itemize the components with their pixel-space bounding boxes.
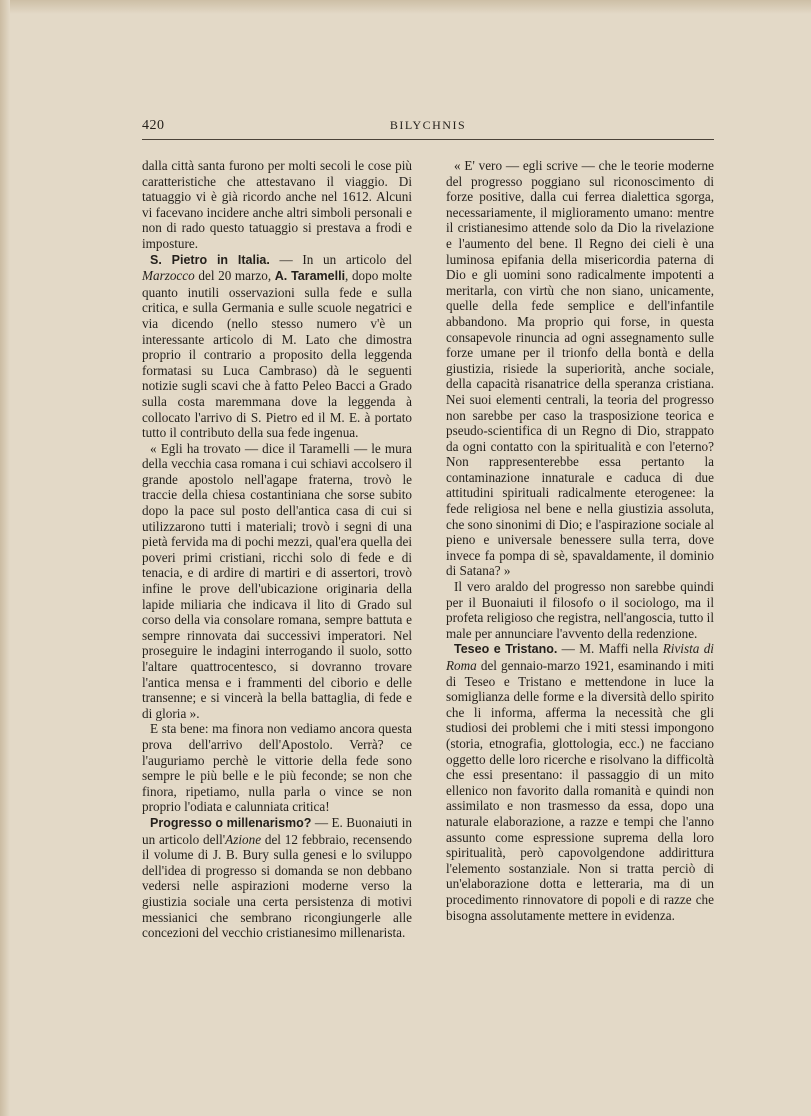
s-pietro-quote: « Egli ha trovato — dice il Taramelli — le mura della vecchia casa romana i cui schiavi accolsero il grande apostolo nell'agape fraterna, trovò le traccie della chiesa costantiniana che sorse subito dopo la pace sul posto dell'antica casa di cui si utilizzarono tutti i materiali; trovò i segni di una pietà fervida ma di pochi mezzi, qual'era quella dei poveri primi cristiani, ricchi solo di fede e di tenacia, e di ardire di martiri e di assertori, trovò infine le prove dell'ubicazione originaria della lapide miliaria che indicava il lito di Grado sul corso della via consolare romana, sempre battuta e sempre rinnovata dai successivi imperatori. Nel proseguire le indagini interrogando il suolo, sotto l'altare quattrocentesco, si dovranno trovare l'antica mensa e i frammenti del ciborio e delle transenne; e si vincerà la bella battaglia, di fede e di gloria ». (142, 440, 412, 721)
progresso-heading: Progresso o millenarismo? (150, 815, 312, 830)
s-pietro-text-2: del 20 marzo, (194, 268, 275, 284)
buonaiuti-conclusion: Il vero araldo del progresso non sarebbe quindi per il Buonaiuti il filosofo o il sociologo, ma il profeta religioso che registra, nell'angoscia, tutto il male per annunciare l'avvento della redenzione. (446, 579, 714, 641)
s-pietro-text-3: , dopo molte quanto inutili osservazioni sulla fede e sulla critica, e sulla Germania e sulle scuole negatrici e via dicendo (nello stesso numero v'è un interessante articolo di M. Lato che dimostra proprio il contrario a proposito della leggenda formatasi su Luca Cambraso) dà le seguenti notizie sugli scavi che à fatto Peleo Bacci a Grado sulla costa maremmana dove la leggenda à collocato l'arrivo di S. Pietro ed il M. E. à portato tutto il contributo della sua fede ingenua. (142, 268, 412, 441)
progresso-text-1: — E. Buonaiuti in un articolo dell' (142, 814, 412, 847)
intro-paragraph: dalla città santa furono per molti secoli le cose più caratteristiche che attestavano il viaggio. Di tatuaggio vi è già ricordo anche nel 1612. Alcuni vi facevano incidere anche altri simboli personali e non di rado questo tatuaggio si prestava a frodi e imposture. (142, 158, 412, 251)
header-rule (142, 139, 714, 140)
s-pietro-paragraph (142, 252, 412, 441)
page-top-edge (0, 0, 811, 14)
page-header (142, 118, 714, 138)
left-column (142, 158, 412, 941)
teseo-source: Rivista di Roma (446, 641, 714, 673)
teseo-paragraph (446, 641, 714, 923)
page-number: 420 (142, 118, 165, 133)
progresso-paragraph (142, 815, 412, 941)
right-column (446, 158, 714, 923)
s-pietro-comment: E sta bene: ma finora non vediamo ancora questa prova dell'arrivo dell'Apostolo. Verrà? ce l'auguriamo perchè le vittorie della fede sono sempre le più belle e le più feconde; se non che finora, ripetiamo, nulla parla o vince se non proprio l'odiata e calunniata critica! (142, 721, 412, 815)
page-left-edge (0, 0, 10, 1116)
s-pietro-source: Marzocco (142, 268, 195, 284)
s-pietro-author: A. Taramelli (274, 269, 346, 284)
s-pietro-text-1: — In un articolo del (269, 251, 412, 267)
buonaiuti-quote: « E' vero — egli scrive — che le teorie moderne del progresso poggiano sul riconoscimento di forze positive, dalla cui ferrea dialettica sgorga, necessariamente, il miglioramento umano: mentre il cristianesimo attende solo da Dio la rivelazione e l'aumento del bene. Il Regno dei cieli è una luminosa epifania della misericordia paterna di Dio e gli uomini sono radicalmente impotenti a meritarla, con virtù che non siano, unicamente, quelle della fede semplice e dell'infantile abbandono. Ma proprio qui forse, in questa consapevole rinuncia ad ogni assegnamento sulle forze umane per il trionfo della bontà e della giustizia, risiede la superiorità, anche sociale, della capacità risanatrice della speranza cristiana. Nei suoi elementi centrali, la teoria del progresso non sarebbe per caso la trasposizione teorica e pseudo-scientifica di un Regno di Dio, strappato da ogni contatto con la spiritualità e con l'eterno? Non rappresenterebbe essa pertanto la contaminazione innaturale e caduca di due attitudini spirituali radicalmente eterogenee: la fede religiosa nel bene e nella giustizia assoluta, che sono sinonimi di Dio; e l'aspirazione sociale al pieno e universale benessere sulla terra, dove invece fa pompa di sè, spavaldamente, il dominio di Satana? » (446, 158, 714, 579)
teseo-heading: Teseo e Tristano. (454, 642, 558, 657)
teseo-text-1: — M. Maffi nella (557, 641, 663, 657)
progresso-source: Azione (225, 831, 262, 847)
teseo-text-2: del gennaio-marzo 1921, esaminando i miti di Teseo e Tristano e mettendone in luce la somiglianza delle forme e la diversità dello spirito che li informa, afferma la necessità che gli studiosi dei problemi che i miti stessi impongono (storia, etnografia, glottologia, ecc.) ne facciano oggetto delle loro ricerche e risolvano la difficoltà che essi presentano: il passaggio di un mito ellenico non favorito dalla romanità e quindi non assimilato e non trasmesso da essa, dopo una naturale elaborazione, a razze e tempi che l'anno assunto come espressione suprema della loro spiritualità, però capovolgendone addirittura l'elemento sostanziale. Non si tratta perciò di un'elaborazione dotta e letteraria, ma di un procedimento rinnovatore di popoli e di razze che bisogna assolutamente mettere in evidenza. (446, 658, 714, 923)
running-title: BILYCHNIS (389, 118, 467, 132)
progresso-text-2: del 12 febbraio, recensendo il volume di J. B. Bury sulla genesi e lo sviluppo dell'idea di progresso si domanda se non debbano vedersi nelle aspirazioni moderne verso la giustizia sociale una certa persistenza di motivi messianici che sembrano ricongiungerle alle concezioni del vecchio cristianesimo millenarista. (142, 831, 413, 941)
s-pietro-heading: S. Pietro in Italia. (150, 252, 270, 267)
